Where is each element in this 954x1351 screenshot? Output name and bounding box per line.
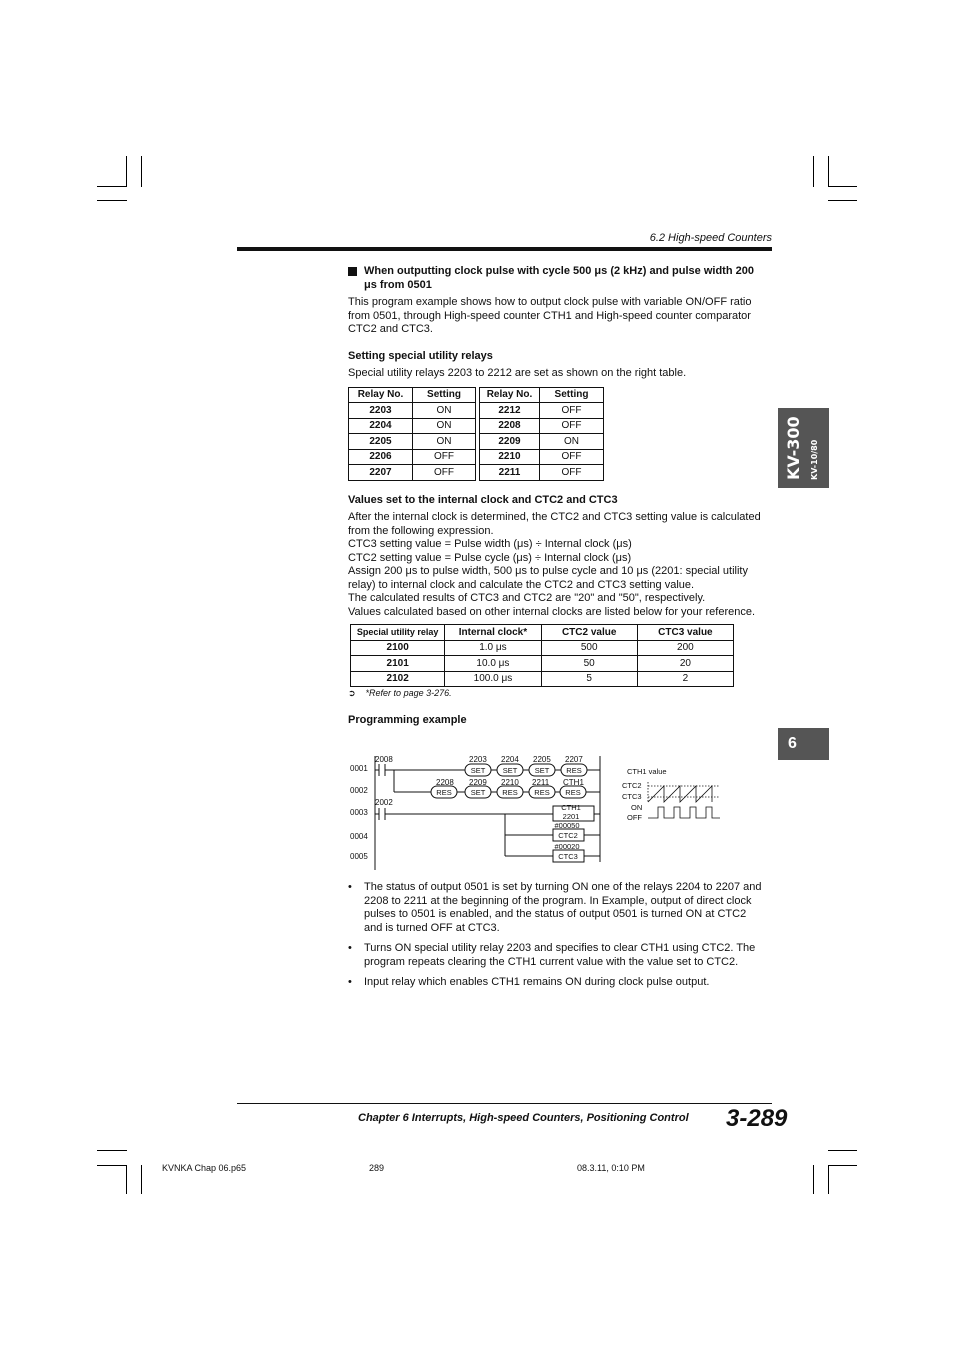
relay-settings-table	[348, 387, 604, 481]
table-header-row	[351, 625, 734, 641]
slug-filename: KVNKA Chap 06.p65	[162, 1163, 247, 1173]
table-row	[349, 449, 604, 465]
table-cell: OFF	[413, 449, 476, 465]
table-cell: OFF	[413, 465, 476, 481]
coil-instruction: SET	[470, 766, 486, 775]
table-cell: OFF	[540, 418, 604, 434]
product-tab	[778, 408, 829, 488]
timing-label: CTC2	[622, 781, 642, 790]
table-cell: OFF	[540, 465, 604, 481]
table-cell: OFF	[540, 449, 604, 465]
timing-title: CTH1 value	[627, 767, 667, 776]
table-footnote	[348, 687, 763, 701]
rung-number: 0001	[350, 764, 368, 773]
product-tab-sublabel: KV-10/80	[810, 439, 819, 480]
chapter-tab: 6	[778, 728, 829, 760]
table-row	[349, 465, 604, 481]
table-row	[351, 656, 734, 672]
coil-address: 2211	[532, 778, 550, 787]
internal-clock-table	[350, 624, 734, 687]
table-cell: 2212	[480, 403, 540, 419]
comparator-preset: #00050	[554, 821, 580, 830]
table-cell: 2101	[351, 656, 445, 672]
table-cell: 2210	[480, 449, 540, 465]
table-cell: 2207	[349, 465, 413, 481]
product-tab-label: KV-300	[784, 416, 803, 480]
page-content	[348, 265, 763, 731]
table-cell: 2211	[480, 465, 540, 481]
table-cell: ON	[413, 434, 476, 450]
table-cell: 2100	[351, 640, 445, 656]
comparator-preset: #00020	[554, 842, 580, 851]
list-item-text: Input relay which enables CTH1 remains ON during clock pulse output.	[364, 976, 710, 988]
table-cell: 20	[637, 656, 733, 672]
table-cell: 2204	[349, 418, 413, 434]
bullet-dot-icon: •	[348, 942, 352, 954]
coil-instruction: SET	[534, 766, 550, 775]
table-header-cell: Setting	[540, 387, 604, 403]
slug-sheet: 289	[369, 1163, 385, 1173]
table-cell: 2203	[349, 403, 413, 419]
rung-number: 0005	[350, 852, 368, 861]
table-cell: 50	[541, 656, 637, 672]
coil-address: 2209	[469, 778, 487, 787]
coil-address: CTH1	[563, 778, 584, 787]
comparator-name: CTC2	[558, 831, 578, 840]
values-line: Assign 200 μs to pulse width, 500 μs to pulse cycle and 10 μs (2201: special utility relay) to internal clock and calculate the CTC2 and CTC3 setting value.	[348, 565, 748, 591]
coil-instruction: RES	[534, 788, 550, 797]
programming-title: Programming example	[348, 713, 467, 726]
rung-number: 0003	[350, 808, 368, 817]
table-row	[351, 671, 734, 687]
table-header-row	[349, 387, 604, 403]
table-cell: 1.0 μs	[445, 640, 541, 656]
list-item	[348, 976, 763, 990]
table-cell: ON	[413, 418, 476, 434]
table-cell: ON	[413, 403, 476, 419]
coil-instruction: SET	[502, 766, 518, 775]
contact-label: 2008	[375, 755, 393, 764]
table-header-cell: Special utility relay	[351, 625, 445, 641]
page-number: 3-289	[726, 1105, 788, 1132]
counter-name: CTH1	[561, 803, 581, 812]
coil-instruction: RES	[436, 788, 452, 797]
table-row	[349, 403, 604, 419]
comparator-name: CTC3	[558, 852, 578, 861]
values-line: After the internal clock is determined, the CTC2 and CTC3 setting value is calculated from the following expression.	[348, 511, 761, 537]
coil-instruction: RES	[566, 766, 582, 775]
coil-address: 2204	[501, 755, 519, 764]
table-cell: ON	[540, 434, 604, 450]
footer-chapter: Chapter 6 Interrupts, High-speed Counters, Positioning Control	[358, 1112, 689, 1124]
coil-address: 2203	[469, 755, 487, 764]
table-row	[349, 434, 604, 450]
bullet-dot-icon: •	[348, 881, 352, 893]
running-header: 6.2 High-speed Counters	[649, 232, 772, 244]
table-header-cell: CTC2 value	[541, 625, 637, 641]
footer-rule	[237, 1103, 772, 1104]
coil-address: 2208	[436, 778, 454, 787]
timing-diagram	[620, 762, 725, 826]
table-cell: 2209	[480, 434, 540, 450]
table-header-cell: Relay No.	[480, 387, 540, 403]
bullet-dot-icon: •	[348, 976, 352, 988]
table-cell: OFF	[540, 403, 604, 419]
table-cell: 2102	[351, 671, 445, 687]
ladder-diagram	[345, 748, 615, 873]
table-header-cell: CTC3 value	[637, 625, 733, 641]
header-rule	[237, 247, 772, 251]
coil-instruction: RES	[502, 788, 518, 797]
square-bullet-icon	[348, 267, 357, 276]
values-line: Values calculated based on other internal clocks are listed below for your reference.	[348, 605, 756, 618]
list-item	[348, 942, 763, 969]
table-cell: 500	[541, 640, 637, 656]
list-item	[348, 881, 763, 935]
coil-address: 2210	[501, 778, 519, 787]
coil-address: 2207	[565, 755, 583, 764]
contact-label: 2002	[375, 798, 393, 807]
section-heading	[348, 265, 763, 292]
slug-date: 08.3.11, 0:10 PM	[577, 1163, 645, 1173]
coil-address: 2205	[533, 755, 551, 764]
intro-paragraph: This program example shows how to output clock pulse with variable ON/OFF ratio from 0501, through High-speed counter CTH1 and High-speed counter comparator CTC2 and CTC3.	[348, 296, 752, 335]
counter-setting: 2201	[562, 812, 580, 821]
section-heading-text: When outputting clock pulse with cycle 500 μs (2 kHz) and pulse width 200 μs from 0501	[364, 265, 754, 291]
notes-list	[348, 881, 763, 997]
table-header-cell: Setting	[413, 387, 476, 403]
timing-label: OFF	[627, 813, 642, 822]
table-header-cell: Internal clock*	[445, 625, 541, 641]
table-cell: 2	[637, 671, 733, 687]
coil-instruction: SET	[470, 788, 486, 797]
table-cell: 5	[541, 671, 637, 687]
timing-label: ON	[631, 803, 643, 812]
coil-instruction: RES	[565, 788, 581, 797]
rung-number: 0004	[350, 832, 368, 841]
table-cell: 2205	[349, 434, 413, 450]
reference-arrow-icon: ➲	[348, 688, 356, 698]
table-row	[349, 418, 604, 434]
values-line: The calculated results of CTC3 and CTC2 are "20" and "50", respectively.	[348, 592, 706, 604]
table-row	[351, 640, 734, 656]
values-title: Values set to the internal clock and CTC2 and CTC3	[348, 493, 618, 506]
rung-number: 0002	[350, 786, 368, 795]
list-item-text: The status of output 0501 is set by turning ON one of the relays 2204 to 2207 and 2208 to 2211 at the beginning of the program. In Example, output of direct clock pulses to 0501 is enabled, and the status of output 0501 is turned ON at CTC2 and is turned OFF at CTC3.	[364, 881, 762, 934]
table-cell: 2208	[480, 418, 540, 434]
footnote-text: *Refer to page 3-276.	[365, 688, 452, 698]
table-cell: 10.0 μs	[445, 656, 541, 672]
table-cell: 200	[637, 640, 733, 656]
table-header-cell: Relay No.	[349, 387, 413, 403]
table-cell: 2206	[349, 449, 413, 465]
values-line: CTC2 setting value = Pulse cycle (μs) ÷ Internal clock (μs)	[348, 551, 632, 564]
timing-label: CTC3	[622, 792, 642, 801]
values-line: CTC3 setting value = Pulse width (μs) ÷ Internal clock (μs)	[348, 538, 632, 550]
table-cell: 100.0 μs	[445, 671, 541, 687]
list-item-text: Turns ON special utility relay 2203 and specifies to clear CTH1 using CTC2. The program repeats clearing the CTH1 current value with the value set to CTC2.	[364, 942, 756, 968]
relays-title: Setting special utility relays	[348, 349, 493, 362]
relays-text: Special utility relays 2203 to 2212 are set as shown on the right table.	[348, 367, 687, 379]
